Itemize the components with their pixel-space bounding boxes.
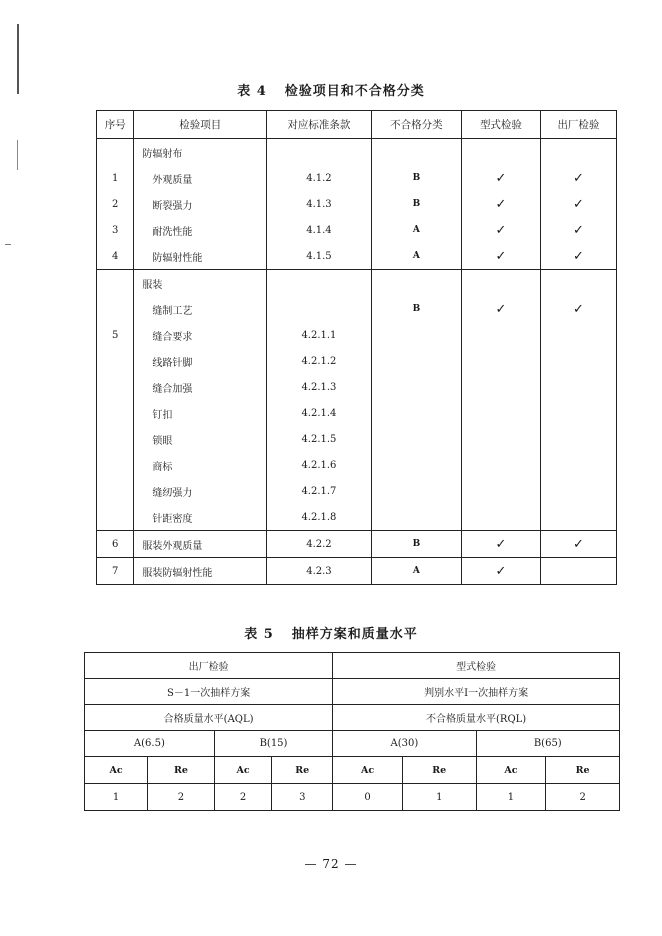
factory-inspection-check-icon: ✓ xyxy=(540,243,616,270)
factory-b-re-value: 3 xyxy=(272,784,333,811)
nonconformity-class-cell xyxy=(371,322,461,348)
seq-cell xyxy=(97,348,134,374)
type-a-re-value: 1 xyxy=(402,784,476,811)
type-inspection-cell xyxy=(462,400,541,426)
header-type-inspection: 型式检验 xyxy=(462,111,541,139)
seq-cell: 1 xyxy=(97,165,134,191)
nonconformity-class-cell: A xyxy=(371,243,461,270)
seq-cell xyxy=(97,504,134,531)
seq-cell xyxy=(97,452,134,478)
item-cell: 缝合加强 xyxy=(134,374,267,400)
type-class-b: B(65) xyxy=(476,731,619,757)
nonconformity-class-cell: B xyxy=(371,165,461,191)
standard-clause-cell: 4.1.2 xyxy=(267,165,372,191)
table-row xyxy=(97,322,617,348)
ac-label: Ac xyxy=(476,757,546,784)
item-cell: 线路针脚 xyxy=(134,348,267,374)
nonconformity-class-cell xyxy=(371,452,461,478)
table4-header-row xyxy=(97,111,617,139)
header-standard-clause: 对应标准条款 xyxy=(267,111,372,139)
factory-inspection-check-icon: ✓ xyxy=(540,296,616,322)
table5-title-row xyxy=(85,653,620,679)
factory-inspection-check-icon: ✓ xyxy=(540,191,616,217)
factory-inspection-check-icon: ✓ xyxy=(540,165,616,191)
factory-a-ac-value: 1 xyxy=(85,784,148,811)
nonconformity-class-cell xyxy=(371,348,461,374)
type-inspection-title: 型式检验 xyxy=(333,653,620,679)
seq-cell: 7 xyxy=(97,558,134,585)
table5-acre-header-row xyxy=(85,757,620,784)
standard-clause-cell xyxy=(267,139,372,166)
standard-clause-cell: 4.2.3 xyxy=(267,558,372,585)
table-row xyxy=(97,243,617,270)
standard-clause-cell: 4.2.1.8 xyxy=(267,504,372,531)
seq-cell: 2 xyxy=(97,191,134,217)
table4-body xyxy=(97,139,617,585)
standard-clause-cell xyxy=(267,296,372,322)
sampling-plan-table xyxy=(84,652,620,811)
nonconformity-class-cell: B xyxy=(371,191,461,217)
ac-label: Ac xyxy=(214,757,271,784)
item-cell: 断裂强力 xyxy=(134,191,267,217)
seq-cell xyxy=(97,400,134,426)
nonconformity-class-cell xyxy=(371,270,461,297)
item-cell: 服装外观质量 xyxy=(134,531,267,558)
table-row xyxy=(97,452,617,478)
table-row xyxy=(97,270,617,297)
factory-inspection-check-icon: ✓ xyxy=(540,531,616,558)
type-inspection-check-icon: ✓ xyxy=(462,558,541,585)
type-sampling-plan: 判别水平Ⅰ一次抽样方案 xyxy=(333,679,620,705)
nonconformity-class-cell xyxy=(371,374,461,400)
item-cell: 钉扣 xyxy=(134,400,267,426)
scan-artifact-mark xyxy=(5,244,11,245)
type-b-ac-value: 1 xyxy=(476,784,546,811)
table4-caption xyxy=(0,80,662,99)
factory-inspection-cell xyxy=(540,270,616,297)
factory-sampling-plan: S－1一次抽样方案 xyxy=(85,679,333,705)
nonconformity-class-cell xyxy=(371,426,461,452)
standard-clause-cell: 4.2.2 xyxy=(267,531,372,558)
factory-inspection-cell xyxy=(540,400,616,426)
item-cell: 商标 xyxy=(134,452,267,478)
factory-inspection-check-icon: ✓ xyxy=(540,217,616,243)
item-cell: 缝合要求 xyxy=(134,322,267,348)
header-item: 检验项目 xyxy=(134,111,267,139)
nonconformity-class-cell: A xyxy=(371,558,461,585)
table5-plan-row xyxy=(85,679,620,705)
re-label: Re xyxy=(148,757,215,784)
type-quality-level: 不合格质量水平(RQL) xyxy=(333,705,620,731)
factory-quality-level: 合格质量水平(AQL) xyxy=(85,705,333,731)
item-cell: 锁眼 xyxy=(134,426,267,452)
factory-inspection-cell xyxy=(540,558,616,585)
inspection-items-table xyxy=(96,110,617,585)
factory-inspection-cell xyxy=(540,478,616,504)
standard-clause-cell: 4.2.1.1 xyxy=(267,322,372,348)
standard-clause-cell: 4.2.1.3 xyxy=(267,374,372,400)
type-inspection-cell xyxy=(462,426,541,452)
type-a-ac-value: 0 xyxy=(333,784,403,811)
standard-clause-cell: 4.2.1.7 xyxy=(267,478,372,504)
table-row xyxy=(97,139,617,166)
seq-cell xyxy=(97,139,134,166)
type-inspection-cell xyxy=(462,374,541,400)
ac-label: Ac xyxy=(85,757,148,784)
item-cell: 服装 xyxy=(134,270,267,297)
factory-inspection-cell xyxy=(540,426,616,452)
page-number: — 72 — xyxy=(304,857,358,871)
factory-class-a: A(6.5) xyxy=(85,731,215,757)
type-inspection-check-icon: ✓ xyxy=(462,191,541,217)
type-inspection-check-icon: ✓ xyxy=(462,165,541,191)
re-label: Re xyxy=(402,757,476,784)
table4-caption-number: 表 4 xyxy=(237,84,267,99)
item-cell: 缝纫强力 xyxy=(134,478,267,504)
factory-inspection-title: 出厂检验 xyxy=(85,653,333,679)
type-inspection-check-icon: ✓ xyxy=(462,217,541,243)
header-nonconformity-class: 不合格分类 xyxy=(371,111,461,139)
factory-a-re-value: 2 xyxy=(148,784,215,811)
type-inspection-cell xyxy=(462,270,541,297)
factory-inspection-cell xyxy=(540,348,616,374)
item-cell: 防辐射性能 xyxy=(134,243,267,270)
nonconformity-class-cell xyxy=(371,478,461,504)
table-row xyxy=(97,165,617,191)
table-row xyxy=(97,400,617,426)
table5-caption-number: 表 5 xyxy=(244,627,274,642)
seq-cell: 3 xyxy=(97,217,134,243)
re-label: Re xyxy=(272,757,333,784)
type-inspection-check-icon: ✓ xyxy=(462,531,541,558)
table-row xyxy=(97,374,617,400)
factory-inspection-cell xyxy=(540,322,616,348)
re-label: Re xyxy=(546,757,620,784)
item-cell: 针距密度 xyxy=(134,504,267,531)
type-b-re-value: 2 xyxy=(546,784,620,811)
standard-clause-cell: 4.2.1.6 xyxy=(267,452,372,478)
nonconformity-class-cell: B xyxy=(371,296,461,322)
type-inspection-cell xyxy=(462,478,541,504)
factory-inspection-cell xyxy=(540,452,616,478)
item-cell: 耐洗性能 xyxy=(134,217,267,243)
header-factory-inspection: 出厂检验 xyxy=(540,111,616,139)
type-inspection-cell xyxy=(462,348,541,374)
table5-values-row xyxy=(85,784,620,811)
table-row xyxy=(97,478,617,504)
type-inspection-check-icon: ✓ xyxy=(462,296,541,322)
seq-cell xyxy=(97,270,134,297)
type-inspection-cell xyxy=(462,452,541,478)
factory-b-ac-value: 2 xyxy=(214,784,271,811)
standard-clause-cell: 4.1.4 xyxy=(267,217,372,243)
standard-clause-cell: 4.1.3 xyxy=(267,191,372,217)
item-cell: 服装防辐射性能 xyxy=(134,558,267,585)
table5-caption-title: 抽样方案和质量水平 xyxy=(291,627,418,642)
type-inspection-cell xyxy=(462,322,541,348)
nonconformity-class-cell: B xyxy=(371,531,461,558)
seq-cell: 5 xyxy=(97,322,134,348)
table5-class-row xyxy=(85,731,620,757)
nonconformity-class-cell xyxy=(371,139,461,166)
nonconformity-class-cell: A xyxy=(371,217,461,243)
seq-cell: 4 xyxy=(97,243,134,270)
table-row xyxy=(97,426,617,452)
table-row xyxy=(97,217,617,243)
type-class-a: A(30) xyxy=(333,731,476,757)
table5-level-row xyxy=(85,705,620,731)
standard-clause-cell: 4.2.1.2 xyxy=(267,348,372,374)
standard-clause-cell: 4.2.1.5 xyxy=(267,426,372,452)
nonconformity-class-cell xyxy=(371,504,461,531)
table4-caption-title: 检验项目和不合格分类 xyxy=(284,84,425,99)
table-row xyxy=(97,531,617,558)
seq-cell: 6 xyxy=(97,531,134,558)
ac-label: Ac xyxy=(333,757,403,784)
seq-cell xyxy=(97,374,134,400)
item-cell: 缝制工艺 xyxy=(134,296,267,322)
standard-clause-cell xyxy=(267,270,372,297)
factory-inspection-cell xyxy=(540,504,616,531)
standard-clause-cell: 4.2.1.4 xyxy=(267,400,372,426)
table-row xyxy=(97,296,617,322)
standard-clause-cell: 4.1.5 xyxy=(267,243,372,270)
type-inspection-check-icon: ✓ xyxy=(462,243,541,270)
nonconformity-class-cell xyxy=(371,400,461,426)
factory-class-b: B(15) xyxy=(214,731,332,757)
seq-cell xyxy=(97,426,134,452)
table5-caption xyxy=(0,623,662,642)
item-cell: 防辐射布 xyxy=(134,139,267,166)
factory-inspection-cell xyxy=(540,374,616,400)
type-inspection-cell xyxy=(462,139,541,166)
factory-inspection-cell xyxy=(540,139,616,166)
seq-cell xyxy=(97,478,134,504)
header-seq: 序号 xyxy=(97,111,134,139)
table-row xyxy=(97,348,617,374)
scan-artifact-line xyxy=(17,140,18,170)
type-inspection-cell xyxy=(462,504,541,531)
table-row xyxy=(97,504,617,531)
item-cell: 外观质量 xyxy=(134,165,267,191)
table-row xyxy=(97,558,617,585)
table-row xyxy=(97,191,617,217)
seq-cell xyxy=(97,296,134,322)
